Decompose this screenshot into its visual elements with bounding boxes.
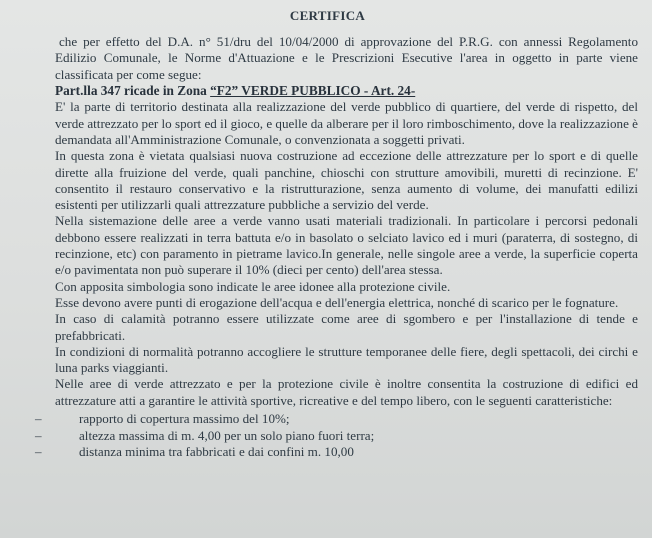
paragraph-purpose: E' la parte di territorio destinata alla realizzazione del verde pubblico di quartiere, del verde di rispetto, del verde attrezzato per lo sport ed il gioco, e quelle da alberare per il loro rimboschimento, dove la realizzazione è demandata all'Amministrazione Comunale, o convenzionata a soggetti privati. — [55, 99, 638, 147]
characteristics-list — [35, 411, 638, 461]
document-title: CERTIFICA — [289, 8, 366, 23]
zone-heading-name: “F2” VERDE PUBBLICO - Art. 24- — [210, 82, 416, 98]
zone-heading-prefix: Part.lla 347 ricade in Zona — [55, 82, 211, 98]
list-item-text: rapporto di copertura massimo del 10%; — [79, 411, 290, 427]
list-item — [35, 427, 638, 445]
list-item-text: altezza massima di m. 4,00 per un solo piano fuori terra; — [79, 427, 375, 443]
paragraph-materials: Nella sistemazione delle aree a verde vanno usati materiali tradizionali. In particolare i percorsi pedonali debbono essere realizzati in terra battuta e/o in basolato o selciato lavico ed i muri (paraterra, di sostegno, di recinzione, etc) con paramento in pietrame lavico.In generale, nelle singole aree a verde, la superficie coperta e/o pavimentata non può superare il 10% (dieci per cento) dell'area stessa. — [55, 213, 638, 278]
paragraph-civil-protection: Con apposita simbologia sono indicate le aree idonee alla protezione civile. — [55, 278, 451, 294]
list-marker: – — [35, 427, 42, 443]
list-item — [35, 411, 638, 428]
paragraph-restrictions: In questa zona è vietata qualsiasi nuova costruzione ad eccezione delle attrezzature per lo sport e di quelle dirette alla fruizione del verde, quali panchine, chioschi con strutture amovibili, muretti di recinzione. E' consentito il restauro conservativo e la ristrutturazione, senza aumento di volume, dei manufatti edilizi esistenti per utilizzarli quali attrezzature pubbliche a servizio del verde. — [55, 148, 638, 213]
paragraph-calamity: In caso di calamità potranno essere utilizzate come aree di sgombero e per l'installazione di tende e prefabbricati. — [55, 311, 638, 343]
zone-heading — [55, 83, 638, 100]
list-item-text: distanza minima tra fabbricati e dai confini m. 10,00 — [79, 444, 354, 460]
list-marker: – — [35, 444, 42, 460]
list-item — [35, 444, 638, 461]
list-marker: – — [35, 411, 42, 427]
paragraph-utilities: Esse devono avere punti di erogazione dell'acqua e dell'energia elettrica, nonché di scarico per le fognature. — [55, 294, 619, 310]
intro-paragraph: che per effetto del D.A. n° 51/dru del 10/04/2000 di approvazione del P.R.G. con annessi Regolamento Edilizio Comunale, le Norme d'Attuazione e le Prescrizioni Esecutive l'area in oggetto in parte viene classificata per come segue: — [55, 34, 638, 82]
paragraph-construction: Nelle aree di verde attrezzato e per la protezione civile è inoltre consentita la costruzione di edifici ed attrezzature atti a garantire le attività sportive, ricreative e del tempo libero, con le seguenti caratteristiche: — [55, 376, 638, 408]
paragraph-normal-use: In condizioni di normalità potranno accogliere le strutture temporanee delle fiere, degli spettacoli, dei circhi e luna parks viaggianti. — [55, 343, 638, 376]
